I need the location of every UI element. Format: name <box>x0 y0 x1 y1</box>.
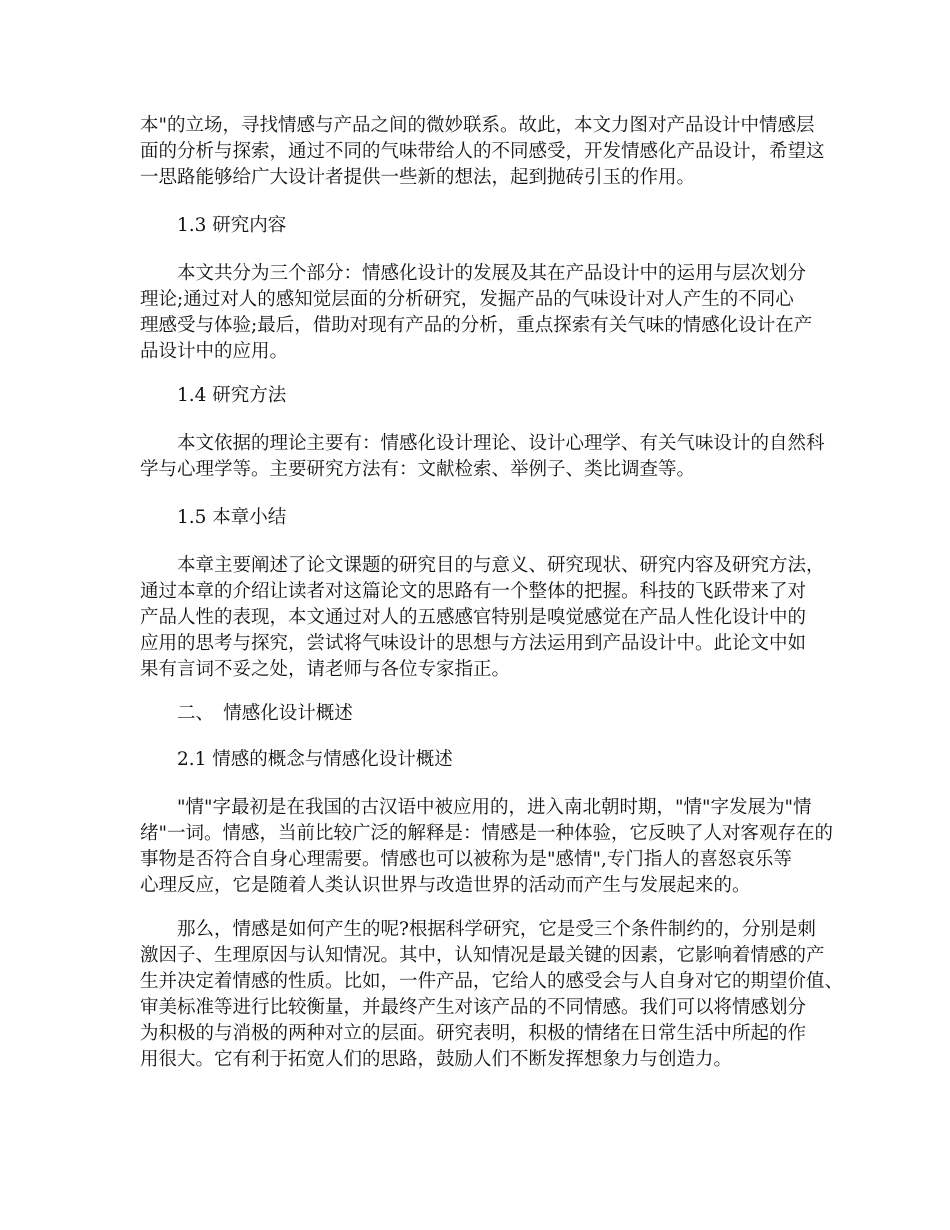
paragraph-line: 为积极的与消极的两种对立的层面。研究表明，积极的情绪在日常生活中所起的作 <box>140 1023 807 1044</box>
section-heading-2-1: 2.1 情感的概念与情感化设计概述 <box>177 749 453 770</box>
paragraph-line: 用很大。它有利于拓宽人们的思路，鼓励人们不断发挥想象力与创造力。 <box>140 1049 733 1070</box>
paragraph-line: 生并决定着情感的性质。比如，一件产品，它给人的感受会与人自身对它的期望价值、 <box>140 971 844 992</box>
paragraph-line: 面的分析与探索，通过不同的气味带给人的不同感受，开发情感化产品设计，希望这 <box>140 141 825 162</box>
paragraph-line: 绪"一词。情感，当前比较广泛的解释是：情感是一种体验，它反映了人对客观存在的 <box>140 823 834 844</box>
paragraph-line: 品设计中的应用。 <box>140 341 289 362</box>
section-heading-1-4: 1.4 研究方法 <box>177 385 287 406</box>
paragraph-line: 本章主要阐述了论文课题的研究目的与意义、研究现状、研究内容及研究方法， <box>140 555 825 576</box>
paragraph-line: 理感受与体验;最后，借助对现有产品的分析，重点探索有关气味的情感化设计在产 <box>140 315 813 336</box>
paragraph-line: 一思路能够给广大设计者提供一些新的想法，起到抛砖引玉的作用。 <box>140 167 696 188</box>
section-heading-1-5: 1.5 本章小结 <box>177 507 287 528</box>
paragraph-line: 理论;通过对人的感知觉层面的分析研究，发掘产品的气味设计对人产生的不同心 <box>140 289 794 310</box>
paragraph-line: 产品人性的表现，本文通过对人的五感感官特别是嗅觉感觉在产品人性化设计中的 <box>140 607 807 628</box>
paragraph-line: 激因子、生理原因与认知情况。其中，认知情况是最关键的因素，它影响着情感的产 <box>140 945 825 966</box>
paragraph-line: 通过本章的介绍让读者对这篇论文的思路有一个整体的把握。科技的飞跃带来了对 <box>140 581 807 602</box>
paragraph-line: 审美标准等进行比较衡量，并最终产生对该产品的不同情感。我们可以将情感划分 <box>140 997 807 1018</box>
paragraph-line: 应用的思考与探究，尝试将气味设计的思想与方法运用到产品设计中。此论文中如 <box>140 633 807 654</box>
chapter-heading-2: 二、 情感化设计概述 <box>177 703 353 724</box>
paragraph-line: 心理反应，它是随着人类认识世界与改造世界的活动而产生与发展起来的。 <box>140 875 751 896</box>
paragraph-line: 本文共分为三个部分：情感化设计的发展及其在产品设计中的运用与层次划分 <box>140 263 807 284</box>
paragraph-line: 学与心理学等。主要研究方法有：文献检索、举例子、类比调查等。 <box>140 459 696 480</box>
paragraph-line: 本文依据的理论主要有：情感化设计理论、设计心理学、有关气味设计的自然科 <box>140 433 825 454</box>
paragraph-line: 那么，情感是如何产生的呢?根据科学研究，它是受三个条件制约的，分别是刺 <box>140 919 816 940</box>
section-heading-1-3: 1.3 研究内容 <box>177 215 287 236</box>
paragraph-line: 事物是否符合自身心理需要。情感也可以被称为是"感情",专门指人的喜怒哀乐等 <box>140 849 792 870</box>
paragraph-line: 本"的立场，寻找情感与产品之间的微妙联系。故此，本文力图对产品设计中情感层 <box>140 115 815 136</box>
paragraph-line: "情"字最初是在我国的古汉语中被应用的，进入南北朝时期，"情"字发展为"情 <box>140 797 812 818</box>
paragraph-line: 果有言词不妥之处，请老师与各位专家指正。 <box>140 659 511 680</box>
